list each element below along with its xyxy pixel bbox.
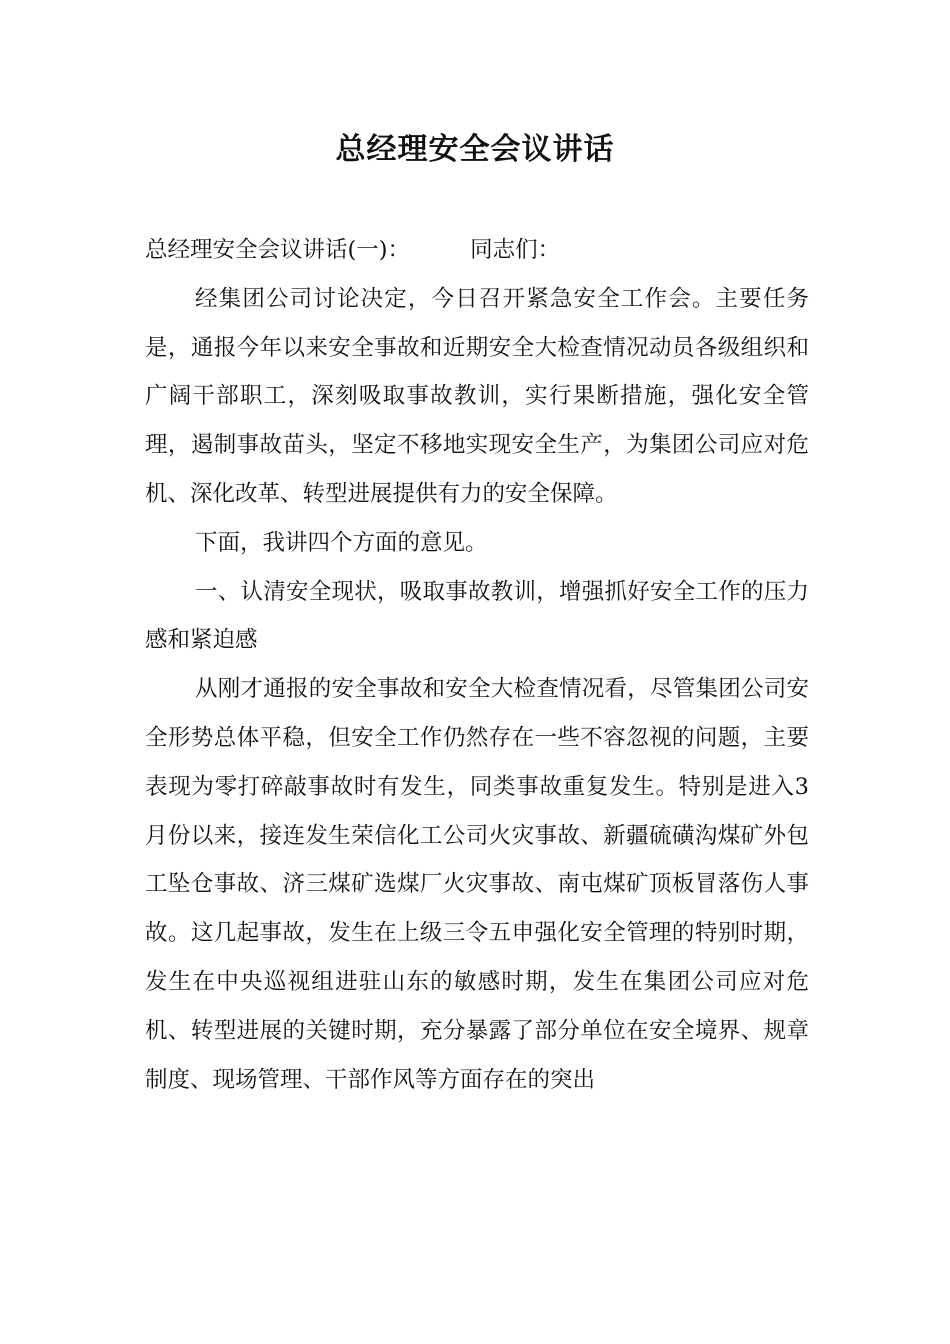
intro-line xyxy=(145,226,809,275)
paragraph-3: 从刚才通报的安全事故和安全大检查情况看，尽管集团公司安全形势总体平稳，但安全工作仍然存在一些不容忽视的问题，主要表现为零打碎敲事故时有发生，同类事故重复发生。特别是进入3月份以来，接连发生荣信化工公司火灾事故、新疆硫磺沟煤矿外包工坠仓事故、济三煤矿选煤厂火灾事故、南屯煤矿顶板冒落伤人事故。这几起事故，发生在上级三令五申强化安全管理的特别时期，发生在中央巡视组进驻山东的敏感时期，发生在集团公司应对危机、转型进展的关键时期，充分暴露了部分单位在安全境界、规章制度、现场管理、干部作风等方面存在的突出 xyxy=(145,676,809,1093)
document-title: 总经理安全会议讲话 xyxy=(335,132,615,167)
paragraph-2: 下面，我讲四个方面的意见。 xyxy=(195,529,488,556)
section-heading-1: 一、认清安全现状，吸取事故教训，增强抓好安全工作的压力感和紧迫感 xyxy=(145,578,809,654)
salutation: 同志们： xyxy=(470,237,561,263)
paragraph-1: 经集团公司讨论决定，今日召开紧急安全工作会。主要任务是，通报今年以来安全事故和近期安全大检查情况动员各级组织和广阔干部职工，深刻吸取事故教训，实行果断措施，强化安全管理，遏制事故苗头，坚定不移地实现安全生产，为集团公司应对危机、深化改革、转型进展提供有力的安全保障。 xyxy=(145,285,809,507)
document-body xyxy=(145,226,809,1104)
intro-label: 总经理安全会议讲话(一)： xyxy=(145,237,411,263)
